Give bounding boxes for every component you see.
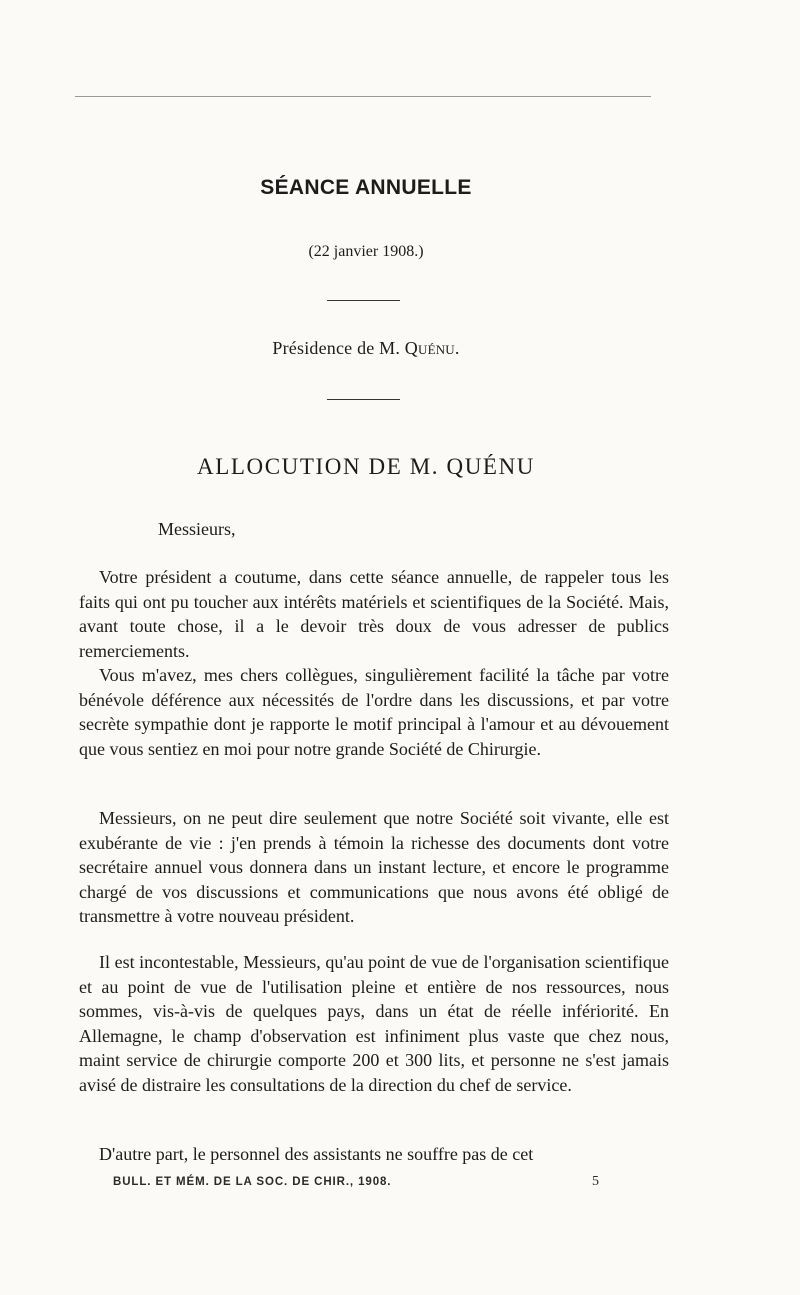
paragraph: Votre président a coutume, dans cette séance annuelle, de rappeler tous les faits qui ont pu toucher aux intérêts matériels et scientifiques de la Société. Mais, avant toute chose, il a le devoir très doux de vous adresser de publics remerciements.	[79, 567, 669, 661]
journal-footer: BULL. ET MÉM. DE LA SOC. DE CHIR., 1908.	[113, 1176, 392, 1188]
presidence-prefix: Présidence de M.	[272, 338, 401, 358]
allocution-title: ALLOCUTION DE M. QUÉNU	[197, 454, 535, 479]
page-number: 5	[592, 1174, 599, 1189]
top-rule	[75, 96, 651, 97]
paragraph: Il est incontestable, Messieurs, qu'au point de vue de l'organisation scientifique et au point de vue de l'utilisation pleine et entière de nos ressources, nous sommes, vis-à-vis de quelques pays, dans un état de réelle infériorité. En Allemagne, le champ d'observation est infiniment plus vaste que chez nous, maint service de chirurgie comporte 200 et 300 lits, et personne ne s'est jamais avisé de distraire les consultations de la direction du chef de service.	[79, 952, 669, 1095]
paragraph: Messieurs, on ne peut dire seulement que notre Société soit vivante, elle est exubérante de vie : j'en prends à témoin la richesse des documents dont votre secrétaire annuel vous donnera dans un instant lecture, et encore le programme chargé de vos discussions et communications que nous avons été obligé de transmettre à votre nouveau président.	[79, 808, 669, 926]
separator-rule	[327, 300, 400, 301]
section-title: SÉANCE ANNUELLE	[260, 176, 472, 199]
presidence-line	[0, 338, 732, 359]
president-name: Quénu.	[404, 338, 460, 358]
salutation: Messieurs,	[158, 519, 236, 539]
paragraph: Vous m'avez, mes chers collègues, singulièrement facilité la tâche par votre bénévole déférence aux nécessités de l'ordre dans les discussions, et par votre secrète sympathie dont je rapporte le motif principal à l'amour et au dévouement que vous sentiez en moi pour notre grande Société de Chirurgie.	[79, 665, 669, 759]
paragraph: D'autre part, le personnel des assistants ne souffre pas de cet	[99, 1144, 534, 1164]
separator-rule	[327, 399, 400, 400]
session-date: (22 janvier 1908.)	[308, 243, 424, 260]
